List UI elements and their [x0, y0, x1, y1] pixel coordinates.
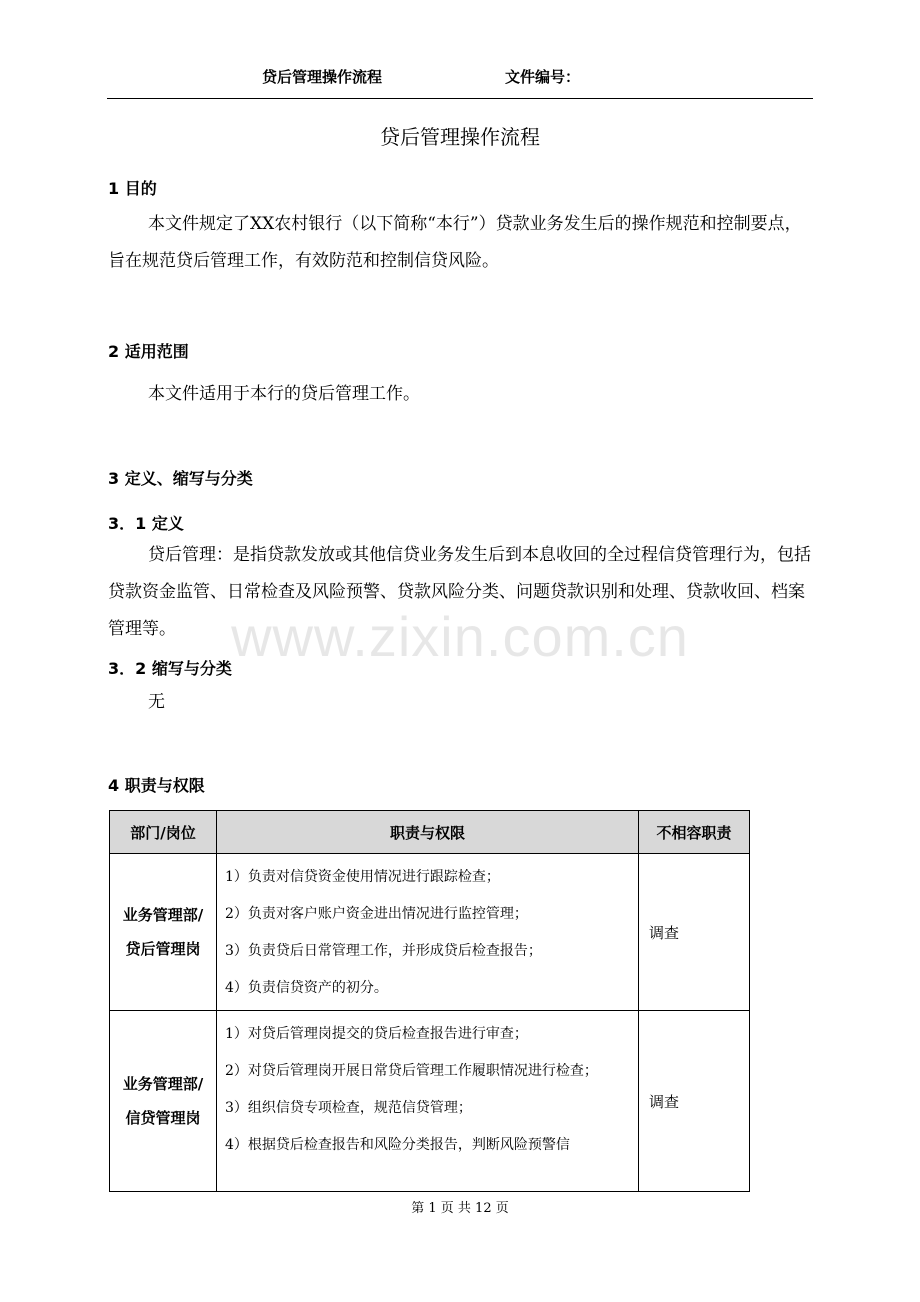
- section-1-heading: 1 目的: [108, 179, 157, 198]
- dept-name: 业务管理部/: [122, 1075, 204, 1093]
- duties-table: [109, 810, 750, 1192]
- section-3-1-body: 贷后管理：是指贷款发放或其他信贷业务发生后到本息收回的全过程信贷管理行为，包括贷款资金监管、日常检查及风险预警、贷款风险分类、问题贷款识别和处理、贷款收回、档案管理等。: [108, 545, 811, 639]
- table-row: [110, 1011, 750, 1192]
- section-3-2-body: 无: [148, 692, 165, 712]
- running-header-doc-number: 文件编号：: [505, 68, 581, 86]
- duty-item: 4）根据贷后检查报告和风险分类报告，判断风险预警信: [225, 1137, 570, 1153]
- duties-cell: [217, 854, 639, 1011]
- header-rule: [107, 98, 813, 99]
- post-name: 信贷管理岗: [125, 1109, 201, 1127]
- running-header-title: 贷后管理操作流程: [262, 68, 383, 86]
- watermark: www.zixin.com.cn: [231, 605, 689, 668]
- section-2-heading: 2 适用范围: [108, 342, 189, 361]
- dept-cell: [110, 1011, 217, 1192]
- duties-cell: [217, 1011, 639, 1192]
- section-3-2-heading: 3．2 缩写与分类: [108, 659, 232, 678]
- page-footer: 第 1 页 共 12 页: [411, 1201, 509, 1216]
- section-4-heading: 4 职责与权限: [108, 776, 205, 795]
- section-2-body: 本文件适用于本行的贷后管理工作。: [148, 384, 420, 404]
- duty-item: 2）负责对客户账户资金进出情况进行监控管理；: [225, 906, 528, 922]
- incompatible-duty-cell: 调查: [639, 1011, 750, 1192]
- section-3-heading: 3 定义、缩写与分类: [108, 469, 253, 488]
- section-3-1-heading: 3．1 定义: [108, 514, 184, 533]
- post-name: 贷后管理岗: [125, 940, 201, 958]
- duty-item: 4）负责信贷资产的初分。: [225, 980, 388, 996]
- incompatible-duty-cell: 调查: [639, 854, 750, 1011]
- table-header-cell: 职责与权限: [217, 811, 639, 854]
- duty-item: 2）对贷后管理岗开展日常贷后管理工作履职情况进行检查；: [225, 1063, 598, 1079]
- dept-name: 业务管理部/: [122, 906, 204, 924]
- table-header-cell: 不相容职责: [639, 811, 750, 854]
- duty-item: 3）负责贷后日常管理工作，并形成贷后检查报告；: [225, 943, 542, 959]
- duty-item: 3）组织信贷专项检查，规范信贷管理；: [225, 1100, 472, 1116]
- duty-item: 1）负责对信贷资金使用情况进行跟踪检查；: [225, 869, 500, 885]
- dept-cell: [110, 854, 217, 1011]
- document-title: 贷后管理操作流程: [380, 125, 540, 149]
- section-1-body: 本文件规定了XX农村银行（以下简称“本行”）贷款业务发生后的操作规范和控制要点，旨在规范贷后管理工作，有效防范和控制信贷风险。: [108, 214, 802, 271]
- table-header-cell: 部门/岗位: [110, 811, 217, 854]
- table-header-row: [110, 811, 750, 854]
- duty-item: 1）对贷后管理岗提交的贷后检查报告进行审查；: [225, 1026, 528, 1042]
- table-row: [110, 854, 750, 1011]
